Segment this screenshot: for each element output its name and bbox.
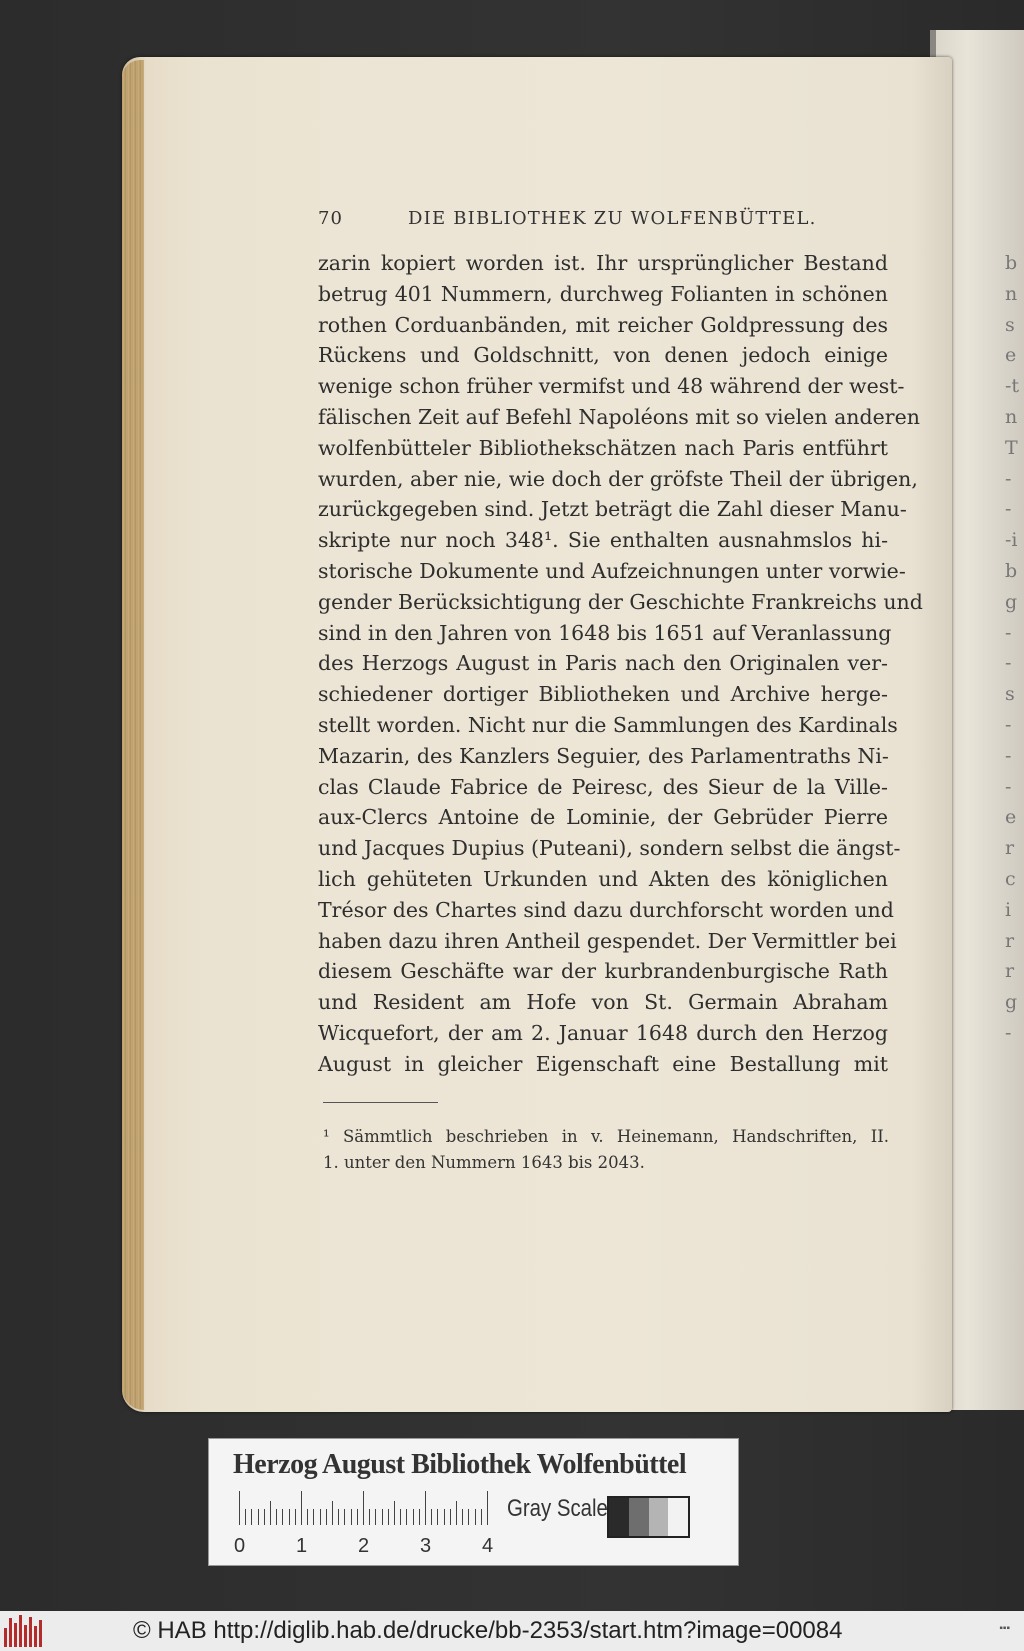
ruler-tick: [425, 1491, 426, 1525]
footnote-rule: [323, 1102, 438, 1103]
facing-page-fragment: -: [1005, 1022, 1012, 1044]
ruler-tick: [301, 1491, 302, 1525]
ruler-tick: [295, 1509, 296, 1525]
ruler-tick: [394, 1501, 395, 1525]
ruler-tick: [338, 1509, 339, 1525]
ruler-tick: [419, 1509, 420, 1525]
footer-url-link[interactable]: © HAB http://diglib.hab.de/drucke/bb-2353/start.htm?image=00084: [133, 1617, 843, 1644]
facing-page-fragment: -: [1005, 775, 1012, 798]
text-line: skripte nur noch 348¹. Sie enthalten ausnahmslos hi-: [318, 528, 888, 553]
ruler-tick: [239, 1491, 240, 1525]
facing-page-fragment: -: [1005, 467, 1012, 490]
facing-page-fragment: r: [1005, 960, 1015, 983]
gray-scale-label: Gray Scale: [507, 1495, 608, 1522]
scale-ruler: [239, 1495, 491, 1537]
ruler-tick: [357, 1509, 358, 1525]
text-line: diesem Geschäfte war der kurbrandenburgische Rath: [318, 959, 888, 984]
facing-page-fragment: s: [1005, 313, 1015, 336]
facing-page-fragment: g: [1005, 991, 1018, 1014]
ruler-tick: [475, 1509, 476, 1525]
footnote-line: ¹ Sämmtlich beschrieben in v. Heinemann, Handschriften, II.: [323, 1127, 889, 1146]
ruler-tick: [251, 1509, 252, 1525]
text-line: Rückens und Goldschnitt, von denen jedoch einige: [318, 343, 888, 368]
ruler-tick: [450, 1509, 451, 1525]
ruler-tick: [264, 1509, 265, 1525]
text-line: wolfenbütteler Bibliothekschätzen nach Paris entführt: [318, 435, 888, 460]
ruler-tick: [344, 1509, 345, 1525]
text-line: fälischen Zeit auf Befehl Napoléons mit so vielen anderen: [318, 404, 920, 429]
library-label-card: [208, 1438, 739, 1566]
text-line: betrug 401 Nummern, durchweg Folianten in schönen: [318, 281, 888, 306]
facing-page-fragment: -t: [1005, 375, 1020, 398]
facing-page-fragment: e: [1005, 344, 1017, 367]
ruler-tick: [462, 1509, 463, 1525]
text-line: gender Berücksichtigung der Geschichte Frankreichs und: [318, 589, 923, 614]
ruler-tick: [289, 1509, 290, 1525]
ruler-tick: [437, 1509, 438, 1525]
gray-swatch-cell: [649, 1498, 669, 1536]
text-line: sind in den Jahren von 1648 bis 1651 auf Veranlassung: [318, 620, 892, 645]
ruler-tick: [481, 1509, 482, 1525]
ruler-tick: [369, 1509, 370, 1525]
page-edges: [122, 60, 144, 1410]
ruler-tick: [282, 1509, 283, 1525]
ruler-tick: [444, 1509, 445, 1525]
text-line: wurden, aber nie, wie doch der gröfste Theil der übrigen,: [318, 466, 918, 491]
facing-page-fragment: -: [1005, 744, 1012, 767]
text-line: lich gehüteten Urkunden und Akten des königlichen: [318, 866, 888, 891]
library-name: Herzog August Bibliothek Wolfenbüttel: [233, 1449, 687, 1480]
ruler-tick: [270, 1501, 271, 1525]
facing-page-fragment: n: [1005, 406, 1018, 428]
ruler-tick: [468, 1509, 469, 1525]
facing-page-fragment: b: [1005, 252, 1018, 274]
running-title: DIE BIBLIOTHEK ZU WOLFENBÜTTEL.: [408, 208, 817, 229]
ruler-number: 2: [358, 1535, 370, 1557]
ruler-tick: [375, 1509, 376, 1525]
text-line: zurückgegeben sind. Jetzt beträgt die Zahl dieser Manu-: [318, 497, 907, 522]
body-text: [318, 248, 923, 1080]
text-line: stellt worden. Nicht nur die Sammlungen des Kardinals: [318, 712, 898, 737]
facing-page-fragment: s: [1005, 683, 1015, 706]
ruler-tick: [406, 1509, 407, 1525]
facing-page-fragment: e: [1005, 806, 1017, 829]
gray-swatch-cell: [629, 1498, 649, 1536]
ruler-number: 3: [420, 1535, 432, 1557]
text-line: Trésor des Chartes sind dazu durchforscht worden und: [318, 897, 894, 922]
facing-page-fragment: b: [1005, 560, 1018, 582]
ruler-tick: [276, 1509, 277, 1525]
ruler-tick: [332, 1501, 333, 1525]
facing-page-fragment: -: [1005, 621, 1012, 644]
footer-bar: [0, 1611, 1024, 1651]
ruler-tick: [382, 1509, 383, 1525]
text-line: des Herzogs August in Paris nach den Originalen ver-: [318, 651, 888, 676]
text-line: schiedener dortiger Bibliotheken und Archive herge-: [318, 682, 888, 707]
ruler-tick: [245, 1509, 246, 1525]
ruler-tick: [307, 1509, 308, 1525]
page-number: 70: [318, 208, 343, 229]
ruler-number: 0: [234, 1535, 246, 1557]
footnotes: [323, 1124, 889, 1176]
ruler-tick: [363, 1491, 364, 1525]
ruler-tick: [320, 1509, 321, 1525]
ruler-tick: [388, 1509, 389, 1525]
text-line: Mazarin, des Kanzlers Seguier, des Parlamentraths Ni-: [318, 743, 889, 768]
text-line: und Jacques Dupius (Puteani), sondern selbst die ängst-: [318, 836, 901, 861]
facing-page-fragment: n: [1005, 282, 1018, 305]
text-line: rothen Corduanbänden, mit reicher Goldpressung des: [318, 312, 888, 337]
ruler-tick: [326, 1509, 327, 1525]
ruler-number: 4: [482, 1535, 494, 1557]
gray-swatch-cell: [609, 1498, 629, 1536]
footnote-line: 1. unter den Nummern 1643 bis 2043.: [323, 1153, 645, 1172]
ruler-tick: [258, 1509, 259, 1525]
ruler-tick: [351, 1509, 352, 1525]
ruler-number: 1: [296, 1535, 308, 1557]
gray-swatch-cell: [668, 1498, 688, 1536]
ruler-tick: [313, 1509, 314, 1525]
text-line: und Resident am Hofe von St. Germain Abraham: [318, 990, 888, 1015]
gray-scale-swatch: [607, 1496, 690, 1538]
facing-page-fragment: r: [1005, 837, 1015, 860]
text-line: Wicquefort, der am 2. Januar 1648 durch den Herzog: [318, 1020, 888, 1045]
text-line: August in gleicher Eigenschaft eine Bestallung mit: [318, 1051, 888, 1076]
ruler-tick: [413, 1509, 414, 1525]
text-line: clas Claude Fabrice de Peiresc, des Sieur de la Ville-: [318, 774, 888, 799]
facing-page-fragment: i: [1005, 898, 1012, 921]
text-line: aux-Clercs Antoine de Lominie, der Gebrüder Pierre: [318, 805, 888, 830]
facing-page-fragment: c: [1005, 868, 1016, 890]
facing-page-fragment: -: [1005, 652, 1012, 675]
text-line: zarin kopiert worden ist. Ihr ursprünglicher Bestand: [318, 251, 888, 275]
ruler-tick: [487, 1491, 488, 1525]
ruler-tick: [400, 1509, 401, 1525]
ruler-tick: [431, 1509, 432, 1525]
facing-page-fragment: -: [1005, 714, 1012, 736]
ruler-tick: [456, 1501, 457, 1525]
text-line: haben dazu ihren Antheil gespendet. Der Vermittler bei: [318, 928, 897, 953]
facing-page-fragment: -i: [1005, 529, 1018, 552]
text-line: storische Dokumente und Aufzeichnungen unter vorwie-: [318, 558, 906, 583]
facing-page-fragment: T: [1005, 436, 1018, 459]
facing-page-fragment: -: [1005, 498, 1012, 521]
hab-logo-icon: [4, 1615, 46, 1647]
facing-page-fragment: g: [1005, 590, 1018, 613]
text-line: wenige schon früher vermifst und 48 während der west-: [318, 374, 905, 399]
facing-page-fragment: r: [1005, 929, 1015, 952]
footer-right-glyph: ▪▪▪: [999, 1623, 1010, 1634]
